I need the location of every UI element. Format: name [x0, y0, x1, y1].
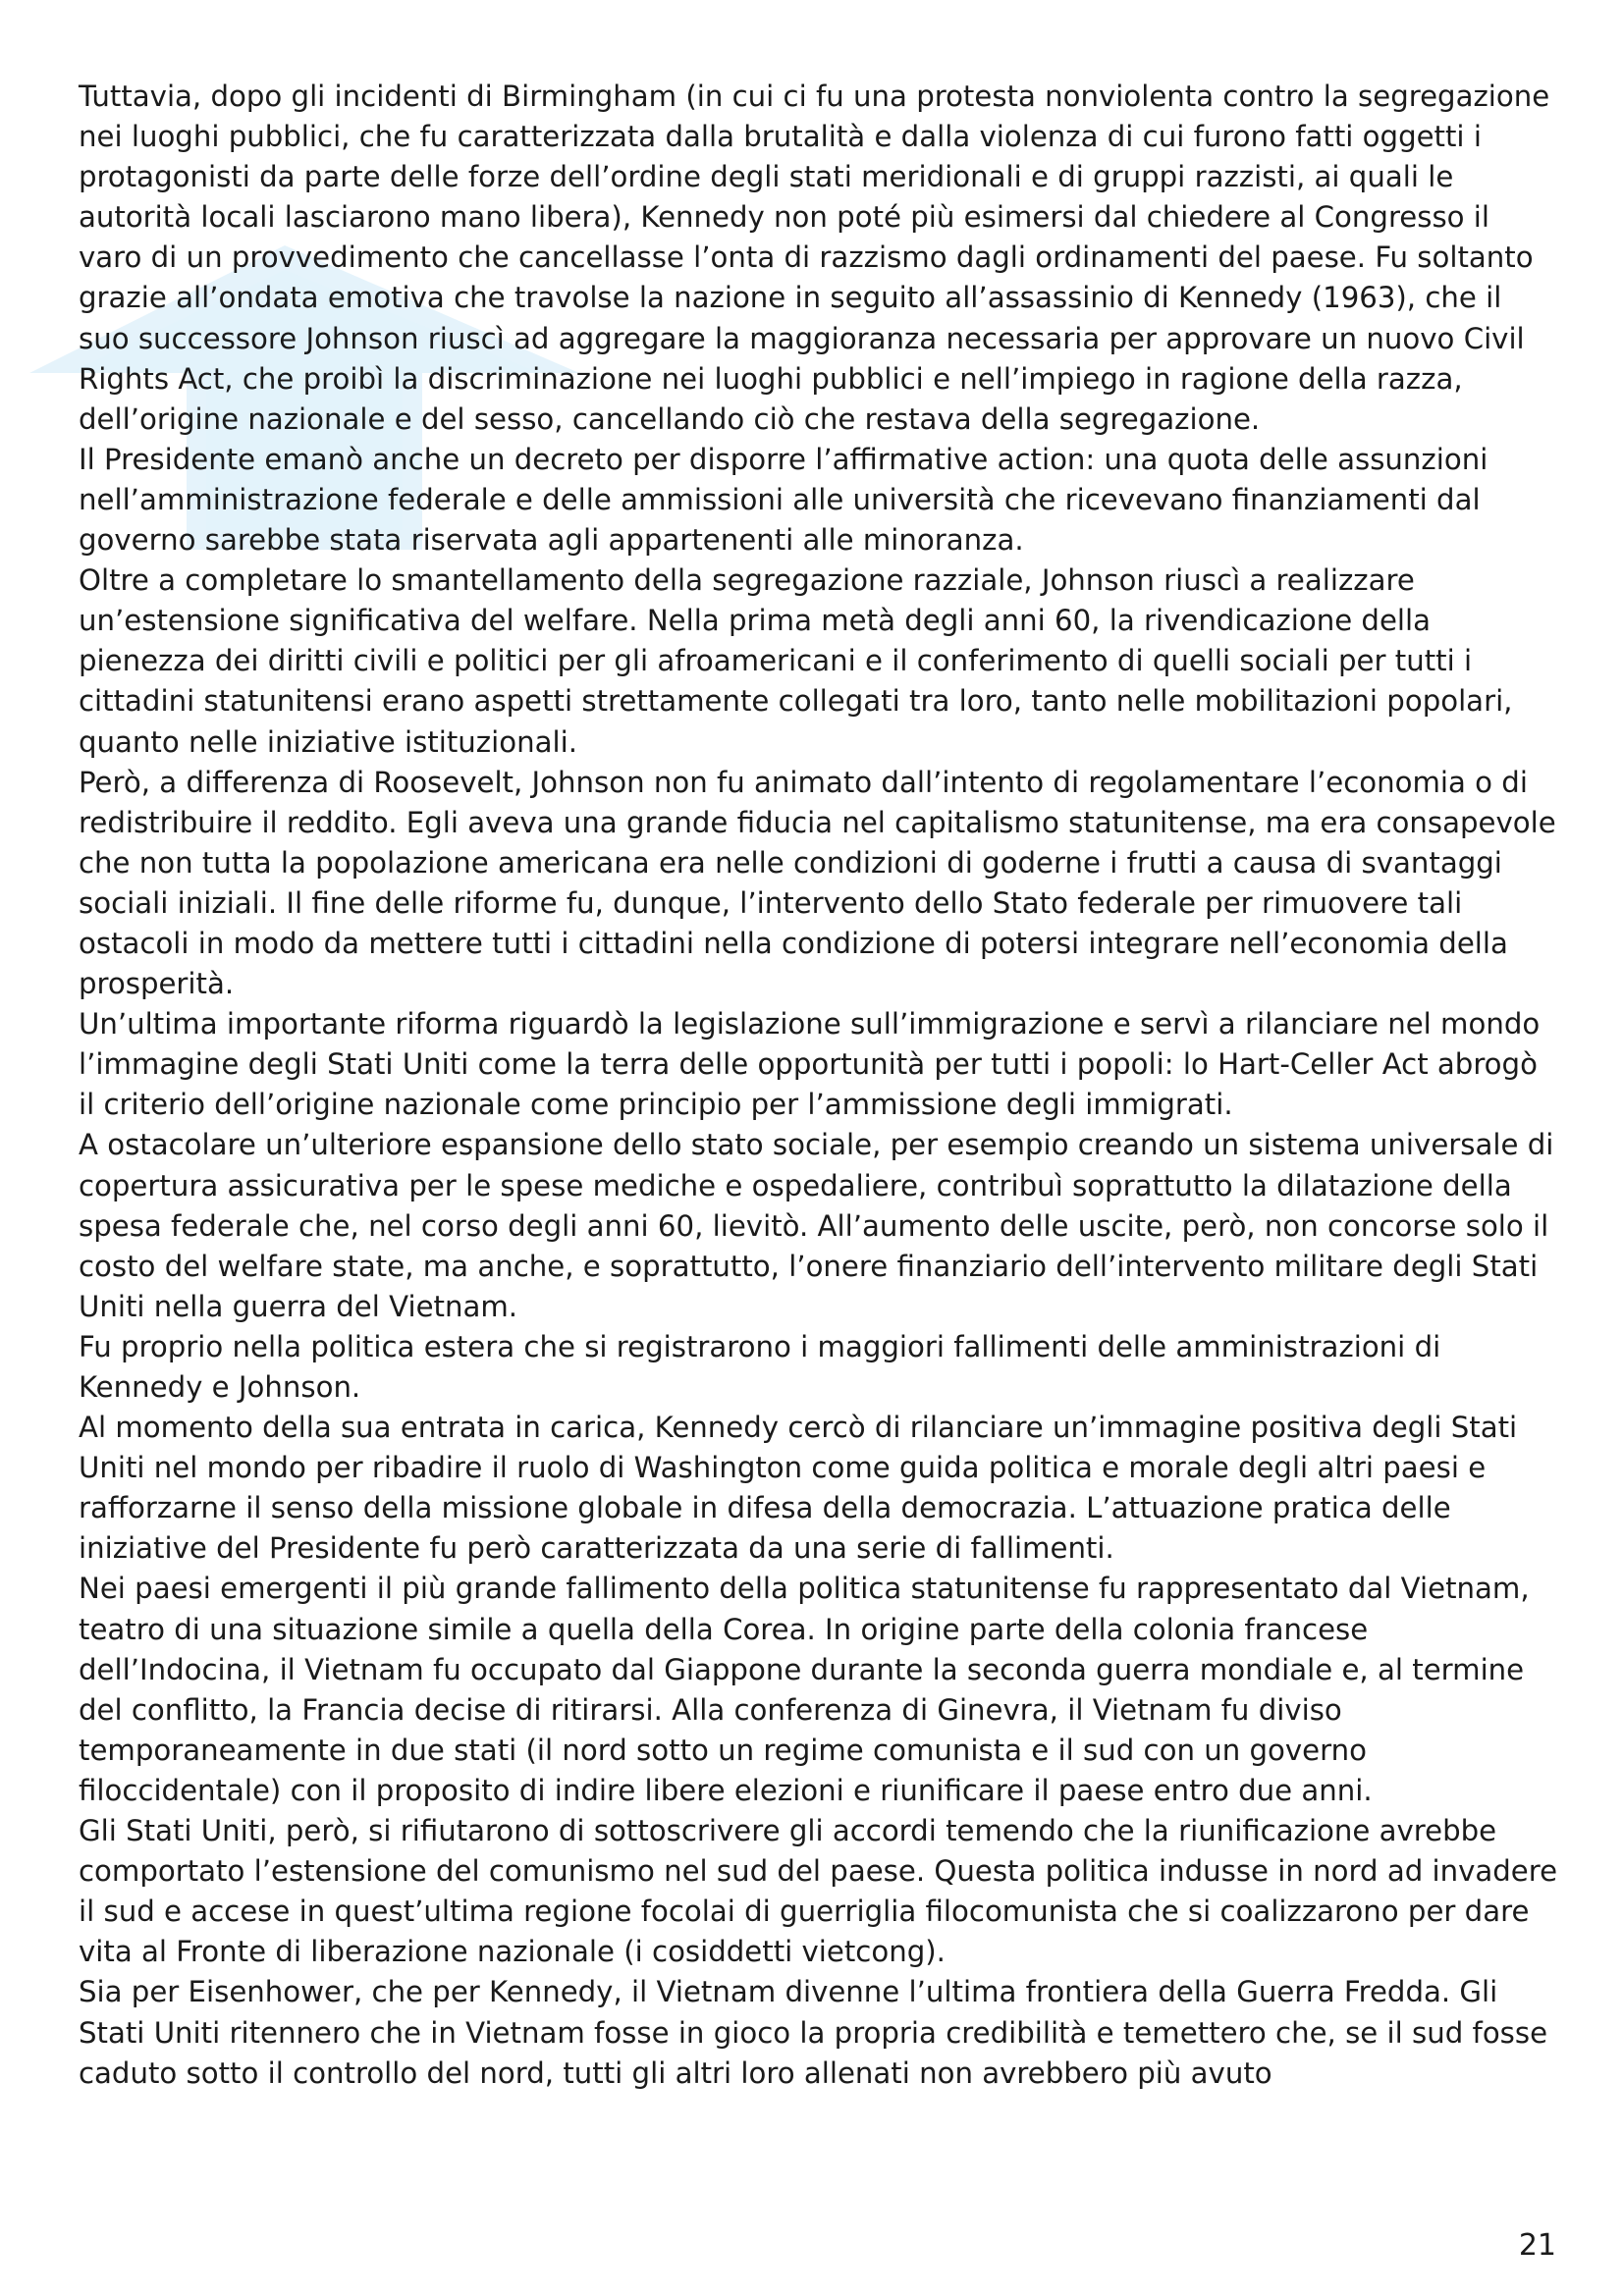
document-body	[79, 77, 1561, 2094]
paragraph-6: A ostacolare un’ulteriore espansione dello stato sociale, per esempio creando un sistema universale di	[79, 1128, 1554, 1162]
paragraph-12: Sia per Eisenhower, che per Kennedy, il Vietnam divenne l’ultima frontiera della Guerra Fredda. Gli Stati Uniti ritennero che in Vietnam fosse in gioco la propria credibilità e temettero che, se il sud fosse caduto sotto il controllo del nord, tutti gli altri loro allenati non avrebbero più avuto	[79, 1975, 1548, 2090]
paragraph-4: Però, a differenza di Roosevelt, Johnson non fu animato dall’intento di regolamentare l’economia o di redistribuire il reddito. Egli aveva una grande fiducia nel capitalismo statunitense, ma era consapevole che non tutta la popolazione americana era nelle condizioni di goderne i frutti a causa di svantaggi sociali iniziali. Il fine delle riforme fu, dunque, l’intervento dello Stato federale per rimuovere tali ostacoli in modo da mettere tutti i cittadini nella condizione di potersi integrare nell’economia della prosperità.	[79, 765, 1556, 1001]
paragraph-9: Al momento della sua entrata in carica, Kennedy cercò di rilanciare un’immagine positiva degli Stati Uniti nel mondo per ribadire il ruolo di Washington come guida politica e morale degli altri paesi e rafforzarne il senso della missione globale in difesa della democrazia. L’attuazione pratica delle iniziative del Presidente fu però caratterizzata da una serie di fallimenti.	[79, 1411, 1518, 1566]
paragraph-1: Tuttavia, dopo gli incidenti di Birmingham (in cui ci fu una protesta nonviolenta contro la segregazione nei luoghi pubblici, che fu caratterizzata dalla brutalità e dalla violenza di cui furono fatti oggetti i protagonisti da parte delle forze dell’ordine degli stati meridionali e di gruppi razzisti, ai quali le autorità locali lasciarono mano libera), Kennedy non poté più esimersi dal chiedere al Congresso il varo di un provvedimento che cancellasse l’onta di razzismo dagli ordinamenti del paese. Fu soltanto grazie all’ondata emotiva che travolse la nazione in seguito all’assassinio di Kennedy (1963), che il suo successore Johnson riuscì ad aggregare la maggioranza necessaria per approvare un nuovo Civil Rights Act, che proibì la discriminazione nei luoghi pubblici e nell’impiego in ragione della razza, dell’origine nazionale e del sesso, cancellando ciò che restava della segregazione.	[79, 80, 1550, 436]
paragraph-10: Nei paesi emergenti il più grande fallimento della politica statunitense fu rappresentato dal Vietnam, teatro di una situazione simile a quella della Corea. In origine parte della colonia francese dell’Indocina, il Vietnam fu occupato dal Giappone durante la seconda guerra mondiale e, al termine del conflitto, la Francia decise di ritirarsi. Alla conferenza di Ginevra, il Vietnam fu diviso temporaneamente in due stati (il nord sotto un regime comunista e il sud con un governo filoccidentale) con il proposito di indire libere elezioni e riunificare il paese entro due anni.	[79, 1572, 1530, 1807]
paragraph-8: Fu proprio nella politica estera che si registrarono i maggiori fallimenti delle amministrazioni di Kennedy e Johnson.	[79, 1329, 1441, 1404]
paragraph-7: copertura assicurativa per le spese mediche e ospedaliere, contribuì soprattutto la dilatazione della spesa federale che, nel corso degli anni 60, lievitò. All’aumento delle uscite, però, non concorse solo il costo del welfare state, ma anche, e soprattutto, l’onere finanziario dell’intervento militare degli Stati Uniti nella guerra del Vietnam.	[79, 1168, 1549, 1323]
page-number: 21	[1518, 2228, 1556, 2263]
paragraph-2: Il Presidente emanò anche un decreto per disporre l’affirmative action: una quota delle assunzioni nell’amministrazione federale e delle ammissioni alle università che ricevevano finanziamenti dal governo sarebbe stata riservata agli appartenenti alle minoranza.	[79, 442, 1488, 558]
paragraph-11: Gli Stati Uniti, però, si rifiutarono di sottoscrivere gli accordi temendo che la riunificazione avrebbe comportato l’estensione del comunismo nel sud del paese. Questa politica indusse in nord ad invadere il sud e accese in quest’ultima regione focolai di guerriglia filocomunista che si coalizzarono per dare vita al Fronte di liberazione nazionale (i cosiddetti vietcong).	[79, 1814, 1558, 1969]
paragraph-3: Oltre a completare lo smantellamento della segregazione razziale, Johnson riuscì a realizzare un’estensione significativa del welfare. Nella prima metà degli anni 60, la rivendicazione della pienezza dei diritti civili e politici per gli afroamericani e il conferimento di quelli sociali per tutti i cittadini statunitensi erano aspetti strettamente collegati tra loro, tanto nelle mobilitazioni popolari, quanto nelle iniziative istituzionali.	[79, 563, 1513, 759]
paragraph-5: Un’ultima importante riforma riguardò la legislazione sull’immigrazione e servì a rilanciare nel mondo l’immagine degli Stati Uniti come la terra delle opportunità per tutti i popoli: lo Hart-Celler Act abrogò il criterio dell’origine nazionale come principio per l’ammissione degli immigrati.	[79, 1007, 1541, 1122]
